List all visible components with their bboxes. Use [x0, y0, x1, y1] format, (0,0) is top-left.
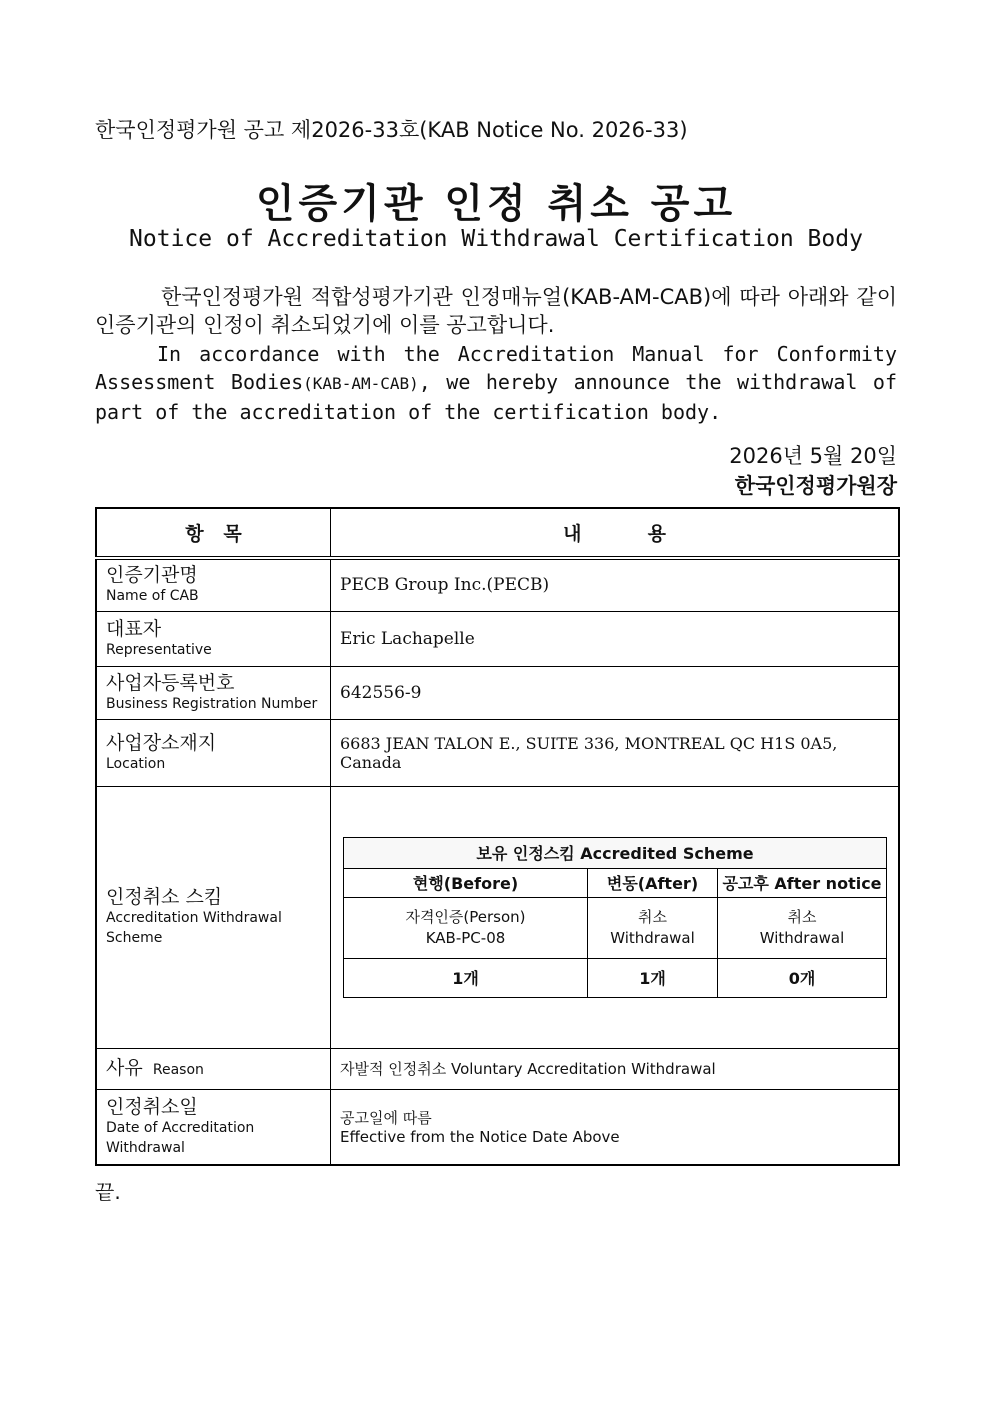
scheme-title-row [344, 837, 887, 868]
after-line1: 취소 [638, 907, 667, 926]
cab-name-value: PECB Group Inc.(PECB) [331, 558, 900, 611]
table-row [96, 1089, 899, 1165]
label-korean: 인정취소일 [106, 1095, 198, 1118]
table-row [96, 611, 899, 666]
end-mark: 끝. [95, 1180, 121, 1204]
withdrawal-date-line2: Effective from the Notice Date Above [340, 1128, 620, 1147]
label-korean: 사업장소재지 [106, 731, 217, 754]
label-korean: 사업자등록번호 [106, 671, 235, 694]
withdrawal-date-value [331, 1089, 900, 1165]
after-line2: Withdrawal [610, 928, 695, 947]
after-notice-cell [718, 897, 887, 958]
label-english: Reason [152, 1062, 204, 1078]
before-cell [344, 897, 588, 958]
scheme-title: 보유 인정스킴 Accredited Scheme [344, 837, 887, 868]
withdrawal-date-line1: 공고일에 따름 [340, 1109, 432, 1128]
scheme-header-row [344, 868, 887, 897]
col-after-notice: 공고후 After notice [718, 868, 887, 897]
label-english: Name of CAB [106, 588, 199, 605]
details-table [95, 507, 900, 1166]
notice-line2: Withdrawal [759, 928, 845, 947]
table-row [96, 558, 899, 611]
row-label [96, 666, 331, 719]
registration-number-value: 642556-9 [331, 666, 900, 719]
title-korean: 인증기관 인정 취소 공고 [255, 181, 737, 227]
row-label [96, 558, 331, 611]
location-value: 6683 JEAN TALON E., SUITE 336, MONTREAL QC H1S 0A5, Canada [331, 719, 900, 786]
label-korean: 인정취소 스킴 [106, 886, 223, 908]
header-item: 항 목 [96, 508, 331, 558]
label-english: Representative [106, 641, 212, 658]
label-korean: 인증기관명 [106, 564, 198, 587]
header-content: 내 용 [331, 508, 900, 558]
row-label [96, 1089, 331, 1165]
count-before: 1개 [344, 958, 588, 997]
scheme-body-row [344, 897, 887, 958]
paragraph-english [95, 340, 897, 426]
table-row [96, 786, 899, 1048]
paragraph-english-part1: In accordance with the Accreditation Manual for Conformity Assessment Bodies [95, 342, 897, 394]
title-english: Notice of Accreditation Withdrawal Certification Body [129, 226, 863, 252]
after-cell [588, 897, 718, 958]
paragraph-english-part2: , we hereby announce the withdrawal of part of the accreditation of the certification body. [95, 370, 898, 424]
label-english: Location [106, 755, 166, 772]
row-label [96, 1048, 331, 1089]
notice-number: 한국인정평가원 공고 제2026-33호(KAB Notice No. 2026-33) [95, 118, 688, 142]
count-after-notice: 0개 [718, 958, 887, 997]
table-row [96, 666, 899, 719]
row-label [96, 719, 331, 786]
before-line1: 자격인증(Person) [405, 907, 526, 926]
scheme-table [343, 837, 887, 998]
scheme-count-row [344, 958, 887, 997]
count-after: 1개 [588, 958, 718, 997]
table-row [96, 1048, 899, 1089]
scheme-cell [331, 786, 900, 1048]
row-label [96, 611, 331, 666]
label-korean: 대표자 [106, 617, 162, 640]
table-row [96, 719, 899, 786]
label-korean: 사유 [106, 1057, 143, 1079]
notice-date: 2026년 5월 20일 [729, 444, 897, 468]
paragraph-korean: 한국인정평가원 적합성평가기관 인정매뉴얼(KAB-AM-CAB)에 따라 아래와 같이 인증기관의 인정이 취소되었기에 이를 공고합니다. [95, 285, 897, 337]
label-english: Accreditation Withdrawal Scheme [106, 910, 282, 946]
table-header-row [96, 508, 899, 558]
col-before: 현행(Before) [344, 868, 588, 897]
before-line2: KAB-PC-08 [425, 928, 506, 947]
col-after: 변동(After) [588, 868, 718, 897]
label-english: Business Registration Number [106, 695, 318, 712]
label-english: Date of Accreditation Withdrawal [106, 1119, 255, 1156]
representative-value: Eric Lachapelle [331, 611, 900, 666]
paragraph-english-manual-code: (KAB-AM-CAB) [303, 374, 419, 393]
notice-line1: 취소 [787, 907, 817, 926]
signer-title: 한국인정평가원장 [734, 474, 897, 498]
reason-value: 자발적 인정취소 Voluntary Accreditation Withdrawal [331, 1048, 900, 1089]
row-label [96, 786, 331, 1048]
